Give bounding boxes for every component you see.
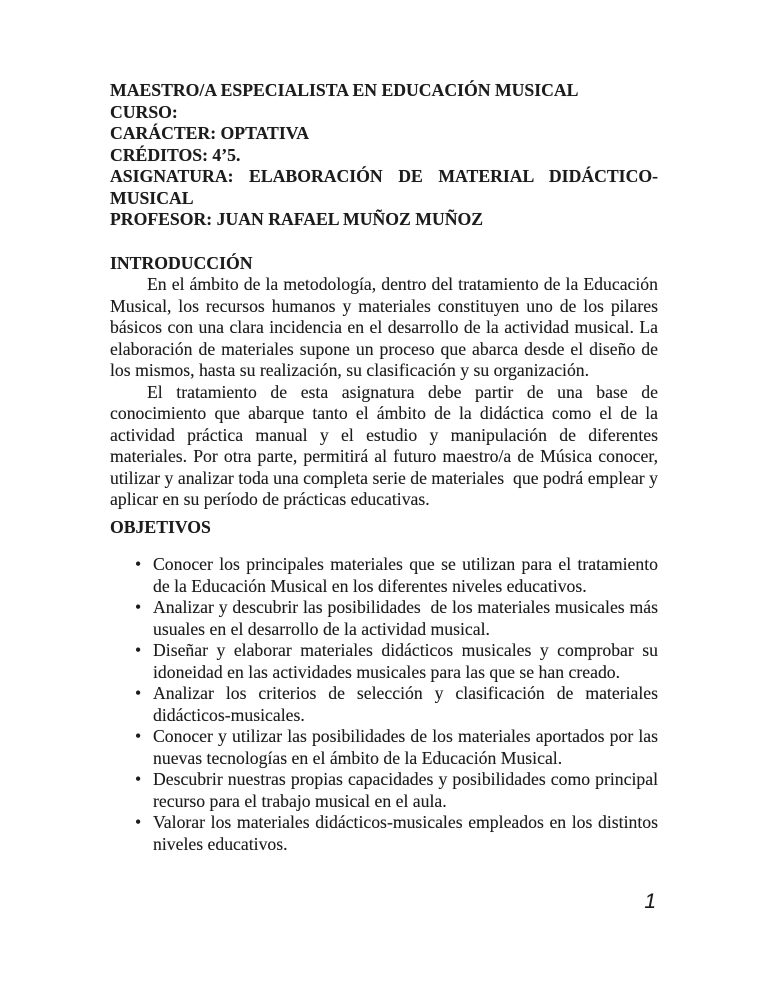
- section-heading-introduccion: INTRODUCCIÓN: [110, 252, 253, 273]
- bullet-icon: •: [135, 812, 142, 832]
- objective-text: Diseñar y elaborar materiales didácticos musicales y comprobar su idoneidad en las actividades musicales para las que se han creado.: [153, 640, 658, 682]
- objective-item: [110, 726, 658, 769]
- bullet-icon: •: [135, 726, 142, 746]
- objective-item: [110, 554, 658, 597]
- bullet-icon: •: [135, 597, 142, 617]
- objectives-list: [110, 554, 658, 855]
- objective-item: [110, 597, 658, 640]
- objective-item: [110, 812, 658, 855]
- objective-text: Analizar y descubrir las posibilidades de los materiales musicales más usuales en el desarrollo de la actividad musical.: [153, 597, 658, 639]
- course-profesor-line: PROFESOR: JUAN RAFAEL MUÑOZ MUÑOZ: [110, 209, 484, 229]
- document-content: [110, 80, 658, 855]
- objective-text: Conocer y utilizar las posibilidades de los materiales aportados por las nuevas tecnologías en el ámbito de la Educación Musical.: [153, 726, 658, 768]
- bullet-icon: •: [135, 683, 142, 703]
- course-header: [110, 80, 658, 231]
- objective-text: Valorar los materiales didácticos-musicales empleados en los distintos niveles educativos.: [153, 812, 658, 854]
- section-heading-objetivos: OBJETIVOS: [110, 516, 211, 537]
- intro-paragraph-1: En el ámbito de la metodología, dentro del tratamiento de la Educación Musical, los recursos humanos y materiales constituyen uno de los pilares básicos con una clara incidencia en el desarrollo de la actividad musical. La elaboración de materiales supone un proceso que abarca desde el diseño de los mismos, hasta su realización, su clasificación y su organización.: [110, 274, 658, 380]
- objective-item: [110, 640, 658, 683]
- objective-item: [110, 769, 658, 812]
- course-degree-line: MAESTRO/A ESPECIALISTA EN EDUCACIÓN MUSICAL: [110, 80, 579, 100]
- course-caracter-line: CARÁCTER: OPTATIVA: [110, 123, 309, 143]
- objective-text: Conocer los principales materiales que se utilizan para el tratamiento de la Educación Musical en los diferentes niveles educativos.: [153, 554, 658, 596]
- bullet-icon: •: [135, 554, 142, 574]
- bullet-icon: •: [135, 769, 142, 789]
- objective-text: Descubrir nuestras propias capacidades y posibilidades como principal recurso para el trabajo musical en el aula.: [153, 769, 658, 811]
- objective-text: Analizar los criterios de selección y clasificación de materiales didácticos-musicales.: [153, 683, 658, 725]
- intro-paragraph-2: El tratamiento de esta asignatura debe partir de una base de conocimiento que abarque tanto el ámbito de la didáctica como el de la actividad práctica manual y el estudio y manipulación de diferentes materiales. Por otra parte, permitirá al futuro maestro/a de Música conocer, utilizar y analizar toda una completa serie de materiales que podrá emplear y aplicar en su período de prácticas educativas.: [110, 381, 658, 509]
- page-number: 1: [644, 890, 656, 913]
- course-asignatura-line: ASIGNATURA: ELABORACIÓN DE MATERIAL DIDÁCTICO-MUSICAL: [110, 166, 658, 208]
- course-curso-line: CURSO:: [110, 101, 178, 122]
- course-creditos-line: CRÉDITOS: 4’5.: [110, 144, 241, 165]
- bullet-icon: •: [135, 640, 142, 660]
- objective-item: [110, 683, 658, 726]
